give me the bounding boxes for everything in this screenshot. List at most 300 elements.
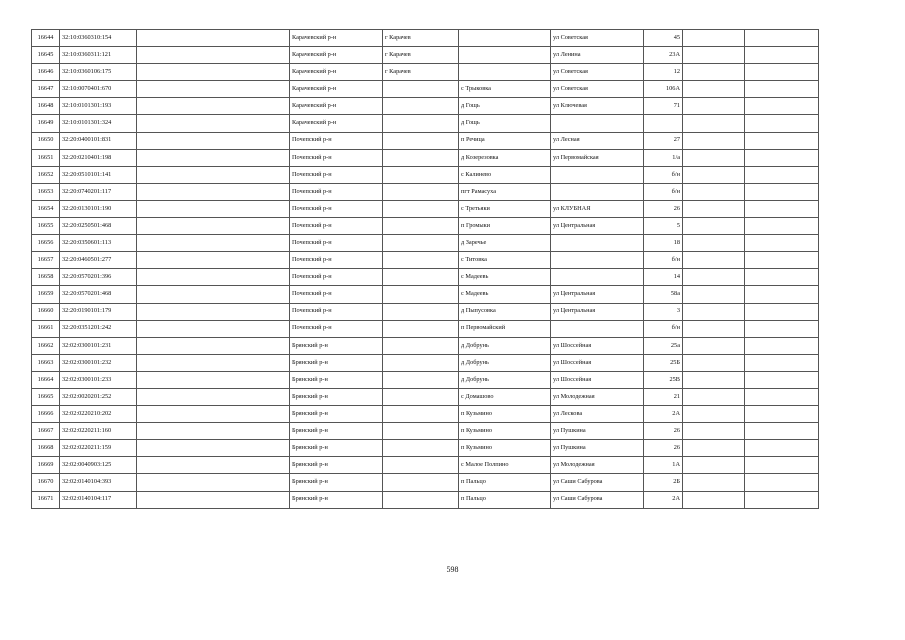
- blank-cell: [137, 132, 290, 149]
- street-cell: ул Центральная: [551, 303, 644, 320]
- table-row: [32, 47, 819, 64]
- blank-cell: [137, 64, 290, 81]
- settlement-cell: п Кузьмино: [459, 423, 551, 440]
- city-cell: г Карачев: [383, 47, 459, 64]
- settlement-cell: д Добрунь: [459, 371, 551, 388]
- house-number-cell: б/н: [644, 166, 683, 183]
- extra-1-cell: [683, 115, 745, 132]
- district-cell: Карачевский р-н: [290, 47, 383, 64]
- record-number-cell: 16668: [32, 440, 60, 457]
- city-cell: [383, 98, 459, 115]
- street-cell: ул Молодежная: [551, 457, 644, 474]
- cadastral-number-cell: 32:10:0360310:154: [60, 30, 137, 47]
- extra-2-cell: [745, 423, 819, 440]
- street-cell: ул Саши Сабурова: [551, 491, 644, 508]
- cadastral-number-cell: 32:20:0130101:190: [60, 200, 137, 217]
- property-table: [31, 29, 819, 509]
- record-number-cell: 16660: [32, 303, 60, 320]
- record-number-cell: 16644: [32, 30, 60, 47]
- table-row: [32, 149, 819, 166]
- house-number-cell: 25Б: [644, 354, 683, 371]
- extra-1-cell: [683, 252, 745, 269]
- record-number-cell: 16663: [32, 354, 60, 371]
- extra-2-cell: [745, 218, 819, 235]
- record-number-cell: 16659: [32, 286, 60, 303]
- cadastral-number-cell: 32:10:0101301:324: [60, 115, 137, 132]
- table-row: [32, 218, 819, 235]
- district-cell: Брянский р-н: [290, 406, 383, 423]
- city-cell: [383, 81, 459, 98]
- street-cell: ул Шоссейная: [551, 337, 644, 354]
- blank-cell: [137, 440, 290, 457]
- extra-2-cell: [745, 320, 819, 337]
- house-number-cell: 1А: [644, 457, 683, 474]
- city-cell: [383, 474, 459, 491]
- district-cell: Брянский р-н: [290, 388, 383, 405]
- street-cell: [551, 320, 644, 337]
- blank-cell: [137, 200, 290, 217]
- record-number-cell: 16646: [32, 64, 60, 81]
- extra-1-cell: [683, 354, 745, 371]
- city-cell: [383, 183, 459, 200]
- extra-2-cell: [745, 47, 819, 64]
- extra-2-cell: [745, 235, 819, 252]
- extra-2-cell: [745, 440, 819, 457]
- street-cell: ул Первомайская: [551, 149, 644, 166]
- house-number-cell: б/н: [644, 183, 683, 200]
- extra-1-cell: [683, 303, 745, 320]
- district-cell: Почепский р-н: [290, 303, 383, 320]
- house-number-cell: б/н: [644, 320, 683, 337]
- cadastral-number-cell: 32:02:0220211:159: [60, 440, 137, 457]
- extra-1-cell: [683, 64, 745, 81]
- settlement-cell: п Первомайский: [459, 320, 551, 337]
- table-row: [32, 354, 819, 371]
- house-number-cell: 71: [644, 98, 683, 115]
- settlement-cell: д Добрунь: [459, 354, 551, 371]
- settlement-cell: [459, 30, 551, 47]
- extra-2-cell: [745, 406, 819, 423]
- extra-1-cell: [683, 269, 745, 286]
- extra-2-cell: [745, 81, 819, 98]
- house-number-cell: [644, 115, 683, 132]
- house-number-cell: 14: [644, 269, 683, 286]
- record-number-cell: 16665: [32, 388, 60, 405]
- cadastral-number-cell: 32:20:0570201:396: [60, 269, 137, 286]
- street-cell: ул Пушкина: [551, 423, 644, 440]
- settlement-cell: п Кузьмино: [459, 406, 551, 423]
- table-row: [32, 132, 819, 149]
- settlement-cell: с Малое Полпино: [459, 457, 551, 474]
- record-number-cell: 16654: [32, 200, 60, 217]
- house-number-cell: 27: [644, 132, 683, 149]
- cadastral-number-cell: 32:20:0510101:141: [60, 166, 137, 183]
- district-cell: Почепский р-н: [290, 235, 383, 252]
- table-row: [32, 457, 819, 474]
- district-cell: Почепский р-н: [290, 218, 383, 235]
- street-cell: ул Лескова: [551, 406, 644, 423]
- street-cell: [551, 183, 644, 200]
- table-row: [32, 115, 819, 132]
- extra-1-cell: [683, 218, 745, 235]
- cadastral-number-cell: 32:10:0360106:175: [60, 64, 137, 81]
- cadastral-number-cell: 32:20:0350601:113: [60, 235, 137, 252]
- city-cell: [383, 115, 459, 132]
- house-number-cell: 18: [644, 235, 683, 252]
- cadastral-number-cell: 32:20:0351201:242: [60, 320, 137, 337]
- cadastral-number-cell: 32:02:0140104:117: [60, 491, 137, 508]
- blank-cell: [137, 406, 290, 423]
- blank-cell: [137, 149, 290, 166]
- extra-1-cell: [683, 406, 745, 423]
- table-row: [32, 474, 819, 491]
- extra-1-cell: [683, 183, 745, 200]
- city-cell: г Карачев: [383, 64, 459, 81]
- cadastral-number-cell: 32:20:0460501:277: [60, 252, 137, 269]
- district-cell: Брянский р-н: [290, 491, 383, 508]
- extra-2-cell: [745, 183, 819, 200]
- street-cell: ул Пушкина: [551, 440, 644, 457]
- cadastral-number-cell: 32:20:0210401:198: [60, 149, 137, 166]
- district-cell: Брянский р-н: [290, 440, 383, 457]
- district-cell: Карачевский р-н: [290, 30, 383, 47]
- extra-1-cell: [683, 474, 745, 491]
- settlement-cell: д Пыпусовка: [459, 303, 551, 320]
- house-number-cell: 45: [644, 30, 683, 47]
- district-cell: Брянский р-н: [290, 354, 383, 371]
- table-row: [32, 423, 819, 440]
- city-cell: г Карачев: [383, 30, 459, 47]
- table-row: [32, 269, 819, 286]
- street-cell: ул Ключевая: [551, 98, 644, 115]
- district-cell: Брянский р-н: [290, 371, 383, 388]
- blank-cell: [137, 423, 290, 440]
- extra-1-cell: [683, 166, 745, 183]
- district-cell: Карачевский р-н: [290, 81, 383, 98]
- table-row: [32, 235, 819, 252]
- record-number-cell: 16651: [32, 149, 60, 166]
- extra-1-cell: [683, 320, 745, 337]
- district-cell: Брянский р-н: [290, 423, 383, 440]
- extra-2-cell: [745, 132, 819, 149]
- blank-cell: [137, 388, 290, 405]
- street-cell: ул Молодежная: [551, 388, 644, 405]
- blank-cell: [137, 47, 290, 64]
- record-number-cell: 16667: [32, 423, 60, 440]
- city-cell: [383, 252, 459, 269]
- blank-cell: [137, 115, 290, 132]
- house-number-cell: 5: [644, 218, 683, 235]
- settlement-cell: п Громыки: [459, 218, 551, 235]
- street-cell: ул Шоссейная: [551, 371, 644, 388]
- extra-2-cell: [745, 200, 819, 217]
- extra-1-cell: [683, 81, 745, 98]
- extra-2-cell: [745, 64, 819, 81]
- cadastral-number-cell: 32:02:0300101:233: [60, 371, 137, 388]
- district-cell: Почепский р-н: [290, 269, 383, 286]
- street-cell: ул Советская: [551, 64, 644, 81]
- district-cell: Брянский р-н: [290, 457, 383, 474]
- table-row: [32, 406, 819, 423]
- record-number-cell: 16648: [32, 98, 60, 115]
- extra-1-cell: [683, 149, 745, 166]
- record-number-cell: 16658: [32, 269, 60, 286]
- city-cell: [383, 457, 459, 474]
- house-number-cell: 26: [644, 440, 683, 457]
- blank-cell: [137, 320, 290, 337]
- record-number-cell: 16653: [32, 183, 60, 200]
- blank-cell: [137, 354, 290, 371]
- city-cell: [383, 354, 459, 371]
- house-number-cell: б/н: [644, 252, 683, 269]
- city-cell: [383, 235, 459, 252]
- extra-1-cell: [683, 98, 745, 115]
- district-cell: Почепский р-н: [290, 132, 383, 149]
- extra-1-cell: [683, 457, 745, 474]
- record-number-cell: 16664: [32, 371, 60, 388]
- extra-1-cell: [683, 286, 745, 303]
- record-number-cell: 16649: [32, 115, 60, 132]
- house-number-cell: 106А: [644, 81, 683, 98]
- house-number-cell: 23А: [644, 47, 683, 64]
- city-cell: [383, 491, 459, 508]
- house-number-cell: 25В: [644, 371, 683, 388]
- record-number-cell: 16652: [32, 166, 60, 183]
- house-number-cell: 2А: [644, 491, 683, 508]
- extra-1-cell: [683, 132, 745, 149]
- record-number-cell: 16656: [32, 235, 60, 252]
- district-cell: Брянский р-н: [290, 337, 383, 354]
- table-row: [32, 166, 819, 183]
- extra-2-cell: [745, 337, 819, 354]
- blank-cell: [137, 81, 290, 98]
- extra-1-cell: [683, 423, 745, 440]
- city-cell: [383, 406, 459, 423]
- city-cell: [383, 132, 459, 149]
- extra-2-cell: [745, 474, 819, 491]
- city-cell: [383, 200, 459, 217]
- cadastral-number-cell: 32:02:0140104:393: [60, 474, 137, 491]
- extra-2-cell: [745, 303, 819, 320]
- blank-cell: [137, 371, 290, 388]
- record-number-cell: 16657: [32, 252, 60, 269]
- blank-cell: [137, 183, 290, 200]
- extra-2-cell: [745, 115, 819, 132]
- district-cell: Почепский р-н: [290, 252, 383, 269]
- house-number-cell: 2А: [644, 406, 683, 423]
- record-number-cell: 16669: [32, 457, 60, 474]
- blank-cell: [137, 457, 290, 474]
- cadastral-number-cell: 32:20:0740201:117: [60, 183, 137, 200]
- cadastral-number-cell: 32:10:0101301:193: [60, 98, 137, 115]
- settlement-cell: пгт Рамасуха: [459, 183, 551, 200]
- table-row: [32, 200, 819, 217]
- street-cell: [551, 252, 644, 269]
- extra-2-cell: [745, 354, 819, 371]
- district-cell: Брянский р-н: [290, 474, 383, 491]
- district-cell: Почепский р-н: [290, 286, 383, 303]
- table-row: [32, 252, 819, 269]
- extra-2-cell: [745, 286, 819, 303]
- house-number-cell: 21: [644, 388, 683, 405]
- street-cell: [551, 235, 644, 252]
- extra-2-cell: [745, 388, 819, 405]
- settlement-cell: с Мадеевь: [459, 286, 551, 303]
- record-number-cell: 16662: [32, 337, 60, 354]
- table-row: [32, 440, 819, 457]
- blank-cell: [137, 474, 290, 491]
- blank-cell: [137, 98, 290, 115]
- blank-cell: [137, 218, 290, 235]
- street-cell: ул Лесная: [551, 132, 644, 149]
- cadastral-number-cell: 32:02:0300101:231: [60, 337, 137, 354]
- cadastral-number-cell: 32:10:0360311:121: [60, 47, 137, 64]
- blank-cell: [137, 235, 290, 252]
- house-number-cell: 26: [644, 423, 683, 440]
- extra-2-cell: [745, 371, 819, 388]
- cadastral-number-cell: 32:20:0190101:179: [60, 303, 137, 320]
- cadastral-number-cell: 32:02:0220211:160: [60, 423, 137, 440]
- extra-1-cell: [683, 440, 745, 457]
- street-cell: ул Советская: [551, 30, 644, 47]
- city-cell: [383, 286, 459, 303]
- record-number-cell: 16655: [32, 218, 60, 235]
- settlement-cell: п Речица: [459, 132, 551, 149]
- house-number-cell: 26: [644, 200, 683, 217]
- extra-2-cell: [745, 30, 819, 47]
- blank-cell: [137, 491, 290, 508]
- extra-1-cell: [683, 371, 745, 388]
- extra-2-cell: [745, 252, 819, 269]
- blank-cell: [137, 30, 290, 47]
- settlement-cell: д Козерезовка: [459, 149, 551, 166]
- table-row: [32, 388, 819, 405]
- street-cell: ул Центральная: [551, 218, 644, 235]
- district-cell: Карачевский р-н: [290, 64, 383, 81]
- city-cell: [383, 388, 459, 405]
- blank-cell: [137, 337, 290, 354]
- house-number-cell: 1/а: [644, 149, 683, 166]
- table-row: [32, 64, 819, 81]
- cadastral-number-cell: 32:02:0020201:252: [60, 388, 137, 405]
- table-body: [32, 30, 819, 509]
- settlement-cell: п Пальцо: [459, 474, 551, 491]
- city-cell: [383, 303, 459, 320]
- house-number-cell: 3: [644, 303, 683, 320]
- street-cell: ул КЛУБНАЯ: [551, 200, 644, 217]
- record-number-cell: 16647: [32, 81, 60, 98]
- city-cell: [383, 166, 459, 183]
- street-cell: [551, 166, 644, 183]
- house-number-cell: 12: [644, 64, 683, 81]
- street-cell: ул Советская: [551, 81, 644, 98]
- extra-2-cell: [745, 269, 819, 286]
- cadastral-number-cell: 32:02:0040903:125: [60, 457, 137, 474]
- district-cell: Карачевский р-н: [290, 115, 383, 132]
- extra-1-cell: [683, 491, 745, 508]
- table-row: [32, 183, 819, 200]
- district-cell: Почепский р-н: [290, 200, 383, 217]
- record-number-cell: 16650: [32, 132, 60, 149]
- cadastral-number-cell: 32:20:0570201:468: [60, 286, 137, 303]
- record-number-cell: 16666: [32, 406, 60, 423]
- settlement-cell: д Заречье: [459, 235, 551, 252]
- record-number-cell: 16645: [32, 47, 60, 64]
- settlement-cell: [459, 47, 551, 64]
- table-row: [32, 337, 819, 354]
- settlement-cell: [459, 64, 551, 81]
- settlement-cell: с Титовка: [459, 252, 551, 269]
- city-cell: [383, 149, 459, 166]
- settlement-cell: с Мадеевь: [459, 269, 551, 286]
- blank-cell: [137, 252, 290, 269]
- table-row: [32, 491, 819, 508]
- extra-1-cell: [683, 47, 745, 64]
- table-row: [32, 30, 819, 47]
- district-cell: Почепский р-н: [290, 149, 383, 166]
- settlement-cell: д Гощь: [459, 98, 551, 115]
- extra-2-cell: [745, 491, 819, 508]
- district-cell: Почепский р-н: [290, 166, 383, 183]
- extra-1-cell: [683, 337, 745, 354]
- record-number-cell: 16670: [32, 474, 60, 491]
- extra-2-cell: [745, 166, 819, 183]
- settlement-cell: д Гощь: [459, 115, 551, 132]
- settlement-cell: с Трыковка: [459, 81, 551, 98]
- district-cell: Почепский р-н: [290, 183, 383, 200]
- street-cell: ул Шоссейная: [551, 354, 644, 371]
- house-number-cell: 25а: [644, 337, 683, 354]
- street-cell: [551, 115, 644, 132]
- settlement-cell: д Добрунь: [459, 337, 551, 354]
- blank-cell: [137, 166, 290, 183]
- district-cell: Почепский р-н: [290, 320, 383, 337]
- extra-1-cell: [683, 30, 745, 47]
- record-number-cell: 16661: [32, 320, 60, 337]
- table-row: [32, 320, 819, 337]
- street-cell: [551, 269, 644, 286]
- city-cell: [383, 440, 459, 457]
- cadastral-number-cell: 32:20:0250501:468: [60, 218, 137, 235]
- street-cell: ул Центральная: [551, 286, 644, 303]
- cadastral-number-cell: 32:20:0400101:831: [60, 132, 137, 149]
- house-number-cell: 58а: [644, 286, 683, 303]
- extra-1-cell: [683, 235, 745, 252]
- settlement-cell: с Домашово: [459, 388, 551, 405]
- cadastral-number-cell: 32:10:0070401:670: [60, 81, 137, 98]
- settlement-cell: с Третьяки: [459, 200, 551, 217]
- extra-2-cell: [745, 457, 819, 474]
- street-cell: ул Ленина: [551, 47, 644, 64]
- extra-1-cell: [683, 200, 745, 217]
- page-number: 598: [446, 565, 459, 574]
- city-cell: [383, 371, 459, 388]
- table-row: [32, 371, 819, 388]
- blank-cell: [137, 303, 290, 320]
- district-cell: Карачевский р-н: [290, 98, 383, 115]
- cadastral-number-cell: 32:02:0220210:202: [60, 406, 137, 423]
- extra-2-cell: [745, 98, 819, 115]
- table-row: [32, 81, 819, 98]
- extra-1-cell: [683, 388, 745, 405]
- table-row: [32, 98, 819, 115]
- settlement-cell: с Калинево: [459, 166, 551, 183]
- blank-cell: [137, 286, 290, 303]
- extra-2-cell: [745, 149, 819, 166]
- record-number-cell: 16671: [32, 491, 60, 508]
- settlement-cell: п Кузьмино: [459, 440, 551, 457]
- table-row: [32, 286, 819, 303]
